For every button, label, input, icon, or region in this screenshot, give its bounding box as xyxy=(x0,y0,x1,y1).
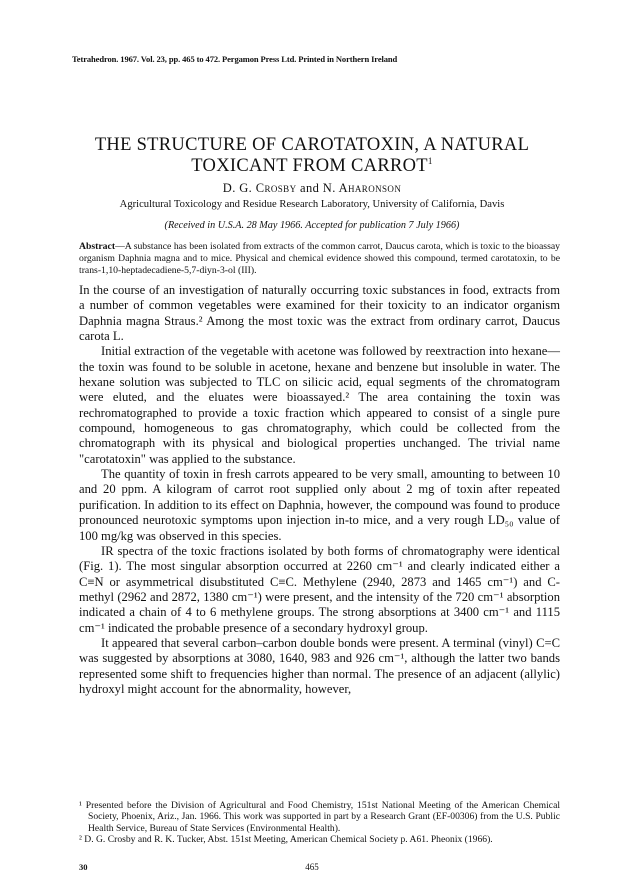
body-paragraph-2: Initial extraction of the vegetable with acetone was followed by reextraction into hexane—the toxin was found to be soluble in acetone, hexane and benzene but insoluble in water. The hexane solution was subjected to TLC on silicic acid, equal segments of the chromatogram were eluted, and the eluates were bioassayed.² The area containing the toxin was rechromatographed to provide a toxic fraction which appeared to consist of a single pure compound, homogeneous to gas chromatography, which could be collected from the chromatograph with its physical and biological properties unchanged. The trivial name "carotatoxin" was applied to the substance. xyxy=(79,344,560,466)
abstract xyxy=(79,241,560,277)
page-number: 465 xyxy=(305,862,319,872)
author-conjunction: and xyxy=(300,181,320,195)
paper-title-text: TOXICANT FROM CARROT xyxy=(191,156,428,177)
received-dates: (Received in U.S.A. 28 May 1966. Accepted for publication 7 July 1966) xyxy=(164,220,460,231)
abstract-label: Abstract xyxy=(79,241,116,252)
paper-title-line-1: THE STRUCTURE OF CAROTATOXIN, A NATURAL xyxy=(94,135,530,155)
footnote-1: ¹ Presented before the Division of Agricultural and Food Chemistry, 151st National Meeting of the American Chemical Society, Phoenix, Ariz., Jan. 1966. This work was supported in part by a Research Grant (EF-00306) from the U.S. Public Health Service, Bureau of State Services (Environmental Health). xyxy=(79,800,560,834)
folio-code: 30 xyxy=(79,862,88,872)
body-text xyxy=(79,283,560,697)
authors xyxy=(72,181,552,196)
journal-header: Tetrahedron. 1967. Vol. 23, pp. 465 to 472. Pergamon Press Ltd. Printed in Northern Ireland xyxy=(72,54,398,64)
footnotes xyxy=(79,800,560,845)
abstract-text: —A substance has been isolated from extracts of the common carrot, Daucus carota, which is toxic to the bioassay organism Daphnia magna and to mice. Physical and chemical evidence showed this compound, termed carotatoxin, to be trans-1,10-heptadecadiene-5,7-diyn-3-ol (III). xyxy=(79,241,560,277)
body-paragraph-5: It appeared that several carbon–carbon double bonds were present. A terminal (vinyl) C=C was suggested by absorptions at 3080, 1640, 983 and 926 cm⁻¹, although the latter two bands represented some shift to frequencies higher than normal. The presence of an adjacent (allylic) hydroxyl might account for the abnormality, however, xyxy=(79,635,560,696)
body-paragraph-4: IR spectra of the toxic fractions isolated by both forms of chromatography were identical (Fig. 1). The most singular absorption occurred at 2260 cm⁻¹ and clearly indicated either a C≡N or asymmetrical disubstituted C≡C. Methylene (2940, 2873 and 1465 cm⁻¹) and C-methyl (2962 and 2872, 1380 cm⁻¹) were present, and the intensity of the 720 cm⁻¹ absorption indicated a chain of 4 to 6 methylene groups. The strong absorptions at 3400 cm⁻¹ and 1115 cm⁻¹ indicated the probable presence of a secondary hydroxyl group. xyxy=(79,543,560,635)
body-paragraph-3: The quantity of toxin in fresh carrots appeared to be very small, amounting to between 10 and 20 ppm. A kilogram of carrot root supplied only about 2 mg of toxin after repeated purification. In addition to its effect on Daphnia, however, the compound was found to produce pronounced neurotoxic symptoms upon injection in-to mice, and a very rough LD₅₀ value of 100 mg/kg was observed in this species. xyxy=(79,467,560,543)
author-2: N. Aharonson xyxy=(322,181,402,195)
title-footnote-mark: 1 xyxy=(427,156,433,166)
author-1: D. G. Crosby xyxy=(222,181,297,195)
affiliation: Agricultural Toxicology and Residue Research Laboratory, University of California, Davis xyxy=(119,199,505,210)
paper-title-line-2 xyxy=(72,156,552,177)
footnote-2: ² D. G. Crosby and R. K. Tucker, Abst. 151st Meeting, American Chemical Society p. A61. Pheonix (1966). xyxy=(79,833,493,845)
body-paragraph-1: In the course of an investigation of naturally occurring toxic substances in food, extracts from a number of common vegetables were examined for their toxicity to an indicator organism Daphnia magna Straus.² Among the most toxic was the extract from ordinary carrot, Daucus carota L. xyxy=(79,283,560,344)
